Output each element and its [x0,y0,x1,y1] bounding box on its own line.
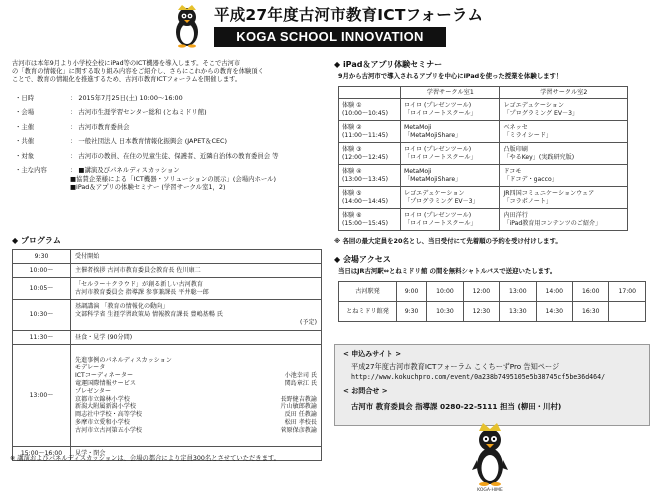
program-detail [71,345,322,447]
seminar-header-room1: 学習サークル室1 [401,87,500,99]
program-line [75,419,317,427]
seminar-session [401,187,500,209]
program-line-right: 長野健吉教諭 [280,395,317,403]
seminar-session-line: ロイロ (プレゼンツール) [404,101,472,109]
page-title: 平成27年度古河市教育ICTフォーラム [214,6,484,24]
intro-paragraph [12,60,320,85]
seminar-session [401,121,500,143]
seminar-session [401,143,500,165]
seminar-section [334,60,650,322]
program-line-right: 反田 任教諭 [284,411,317,419]
program-row [13,300,322,331]
program-line-left: 新潟大附属新潟小学校 [75,403,136,411]
program-line: 「セルラー＋クラウド」が創る新しい古河教育 [75,280,203,288]
info-value: ： 古河市の教員、在住の児童生徒、保護者、近隣自治体の教育委員会 等 [70,151,279,160]
info-key: ・主催 [15,122,35,131]
seminar-slot-time: (14:00～14:45) [342,197,388,205]
info-key: ・日時 [15,93,35,102]
seminar-subheading: 9月から古河市で導入されるアプリを中心にiPadを使った授業を体験します！ [338,72,563,80]
program-line-right: 小池幸司 氏 [284,372,317,380]
access-heading: ◆ 会場アクセス [334,255,391,264]
seminar-session-line: MetaMoji [404,123,432,131]
seminar-session-line: 「やるKey」(実践研究版) [503,153,575,161]
access-subheading: 当日はJR古河駅⇔とねミドリ館 の間を無料シャトルバスで送迎いたします。 [338,267,557,275]
program-row [13,331,322,345]
program-row [13,278,322,300]
bus-row [339,282,646,302]
bus-time: 13:30 [500,302,536,322]
seminar-session [401,99,500,121]
seminar-note: ※ 各回の最大定員を20名とし、当日受付にて先着順の予約を受け付けします。 [334,237,562,245]
info-key: ・主な内容 [15,166,47,175]
seminar-slot-label: 体験 ② [342,123,362,131]
event-info [12,94,320,192]
program-line-right: (予定) [300,318,317,326]
program-line: 見学・閉会 [75,449,106,457]
program-line-left: 岡志社中学校・高等学校 [75,411,143,419]
program-line-left: 多摩市立愛和小学校 [75,418,130,426]
seminar-session-line: レゴエデュケーション [503,101,564,109]
info-value: ： 一般社団法人 日本教育情報化振興会 (JAPET＆CEC) [70,137,228,146]
seminar-slot-label: 体験 ④ [342,167,362,175]
intro-line: ことで、教育の情報化を推進するため、古河市教育ICTフォーラムを開催します。 [12,76,242,84]
seminar-session-line: 「ロイロノートスクール」 [404,109,477,117]
program-detail [71,264,322,278]
seminar-session [401,209,500,231]
seminar-table [338,86,628,231]
program-line: 古河市教育委員会 指導課 参事兼課長 平井聡一郎 [75,288,209,296]
intro-line: 古河市は本年9月より小学校全校にiPad等のICT機器を導入します。そこで古河市 [12,60,241,67]
contact-heading: < お問合せ > [343,387,388,395]
bus-time: 16:00 [573,282,609,302]
program-line [75,427,317,435]
seminar-session-line: 「ミライシード」 [503,131,553,139]
program-line: 基調講演 「教育の情報化の動向」 [75,303,169,311]
info-venue [12,108,320,116]
seminar-slot-label: 体験 ⑥ [342,211,362,219]
program-time: 11:30～ [13,331,71,345]
bus-time: 9:30 [397,302,427,322]
program-detail [71,278,322,300]
apply-site-heading: < 申込みサイト > [343,350,402,358]
seminar-slot [339,99,401,121]
info-cohost [12,137,320,145]
bus-time: 12:30 [463,302,499,322]
program-line: モデレータ [75,364,106,372]
program-row [13,345,322,447]
seminar-row [339,143,628,165]
bus-time: 16:30 [573,302,609,322]
program-line [75,319,317,327]
program-time: 10:30～ [13,300,71,331]
program-line [75,380,317,388]
bus-departure-label: 古河駅発 [339,282,397,302]
seminar-session [401,165,500,187]
program-time: 10:00～ [13,264,71,278]
info-target [12,152,320,160]
program-line: 先進事例のパネルディスカッション [75,356,172,364]
seminar-session-line: 「ロイロノートスクール」 [404,153,477,161]
info-content-line: ■iPad＆アプリの体験セミナー (学習サークル室1，2) [70,183,226,192]
seminar-session-line: 「コラボノート」 [503,197,553,205]
seminar-session-line: MetaMoji [404,167,432,175]
seminar-session [500,165,628,187]
program-detail [71,331,322,345]
overview-section [12,60,320,198]
intro-line: の「教育の情報化」に関する取り組み内容をご紹介し、さらにこれからの教育を体験頂く [12,68,264,76]
page-subtitle: KOGA SCHOOL INNOVATION [214,27,446,47]
info-contents [12,166,320,192]
seminar-heading: ◆ iPad＆アプリ体験セミナー [334,60,443,69]
seminar-slot-time: (11:00～11:45) [342,131,388,139]
seminar-session-line: 「ドコデ・gacco」 [503,175,558,183]
seminar-slot-label: 体験 ③ [342,145,362,153]
seminar-slot-label: 体験 ① [342,101,362,109]
program-line [75,403,317,411]
program-time: 10:05～ [13,278,71,300]
seminar-session-line: ドコモ [503,167,522,175]
seminar-session-line: 「プログラミング EV－3」 [404,197,479,205]
program-line-left: ICTコーディネーター [75,372,134,380]
seminar-session-line: ロイロ (プレゼンツール) [404,145,472,153]
bus-time: 10:30 [427,302,463,322]
seminar-slot [339,143,401,165]
bus-time: 10:00 [427,282,463,302]
program-line-left: 京都市立錦林小学校 [75,395,130,403]
seminar-slot-label: 体験 ⑤ [342,189,362,197]
seminar-session-line: JR四国コミュニケーションウェア [503,189,595,197]
seminar-slot-time: (12:00～12:45) [342,153,388,161]
seminar-session [500,121,628,143]
info-organizer [12,123,320,131]
info-content-line: ■協賛企業様による「ICT機器・ソリューションの展示」(会場内ホール) [70,174,277,183]
seminar-session-line: 内田洋行 [503,211,528,219]
program-line: プレゼンター [75,387,112,395]
program-time: 9:30 [13,250,71,264]
info-value: ： 古河市教育委員会 [70,122,130,131]
bus-time: 14:00 [536,282,572,302]
bus-departure-label: とねミドリ館発 [339,302,397,322]
info-content-line: ： ■講演及びパネルディスカッション [70,166,180,175]
seminar-slot [339,121,401,143]
contact-line: 古河市 教育委員会 指導課 0280-22-5111 担当 (柳田・川村) [351,402,562,411]
program-heading: ◆ プログラム [12,236,61,245]
bus-time: 9:00 [397,282,427,302]
seminar-header-row [339,87,628,99]
seminar-slot [339,187,401,209]
shuttle-bus-table [338,281,646,322]
seminar-session-line: 「iPad教育用コンテンツのご紹介」 [503,219,602,227]
seminar-row [339,121,628,143]
program-line-right: 関島章江 氏 [284,379,317,387]
info-value: ： 古河市生涯学習センター総和 (とねミドリ館) [70,108,207,117]
seminar-row [339,99,628,121]
program-time: 13:00～ [13,345,71,447]
bus-time: 17:00 [609,282,646,302]
info-date [12,94,320,102]
seminar-slot [339,209,401,231]
program-detail [71,300,322,331]
seminar-session-line: 凸版印刷 [503,145,528,153]
seminar-slot-time: (13:00～13:45) [342,175,388,183]
seminar-session [500,99,628,121]
mascot-caption: KOGA-HIME [477,488,503,492]
seminar-session-line: ロイロ (プレゼンツール) [404,211,472,219]
seminar-session-line: レゴエデュケーション [404,189,465,197]
program-detail [71,250,322,264]
bus-time: 12:00 [463,282,499,302]
seminar-row [339,187,628,209]
seminar-session-line: 「ロイロノートスクール」 [404,219,477,227]
info-key: ・会場 [15,108,35,117]
program-line: 主催者挨拶 古河市教育委員会教育長 佐川康二 [75,266,201,274]
program-row [13,264,322,278]
seminar-session-line: 「MetaMojiShare」 [404,131,462,139]
seminar-session [500,143,628,165]
program-line-left: 古河市立古河第五小学校 [75,426,143,434]
header [0,0,659,52]
seminar-row [339,165,628,187]
penguin-teacher-icon [470,420,510,492]
program-note: ※ 講演およびパネルディスカッションは、会場の都合により定員300名とさせていただきます。 [10,455,280,462]
program-time: 15:00～16:00 [13,447,71,461]
program-line: 昼食・見学 (90分間) [75,333,133,341]
seminar-slot-time: (15:00～15:45) [342,219,388,227]
bus-time: 13:00 [500,282,536,302]
program-line-right: 片山敏郎教諭 [280,403,317,411]
bus-row [339,302,646,322]
program-line [75,372,317,380]
program-line-right: 菅原保彦教諭 [280,426,317,434]
seminar-row [339,209,628,231]
seminar-session [500,187,628,209]
program-line: 受付開始 [75,252,100,260]
info-key: ・共催 [15,137,35,146]
seminar-session-line: ベネッセ [503,123,528,131]
application-box [334,344,650,426]
program-row [13,250,322,264]
program-line-left: 竜運国際情報サービス [75,379,136,387]
bus-time: 14:30 [536,302,572,322]
seminar-slot-time: (10:00～10:45) [342,109,388,117]
info-key: ・対象 [15,151,35,160]
seminar-session-line: 「プログラミング EV－3」 [503,109,579,117]
info-value: ： 2015年7月25日(土) 10:00～16:00 [70,93,183,102]
program-section [12,236,322,461]
program-line [75,411,317,419]
seminar-session-line: 「MetaMojiShare」 [404,175,462,183]
penguin-mascot-icon [172,4,202,48]
apply-url-link[interactable]: http://www.kokuchpro.com/event/0a238b7495105e5b38745cf5be36d464/ [351,373,606,381]
seminar-slot [339,165,401,187]
seminar-session [500,209,628,231]
program-table [12,249,322,461]
bus-time [609,302,646,322]
seminar-header-room2: 学習サークル室2 [500,87,628,99]
apply-site-line: 平成27年度古河市教育ICTフォーラム こくちーずPro 告知ページ [351,362,560,371]
program-line: 文部科学省 生涯学習政策局 情報教育課長 豊嶋基暢 氏 [75,311,223,319]
program-line-right: 松田 孝校長 [284,418,317,426]
seminar-header-blank [339,87,401,99]
